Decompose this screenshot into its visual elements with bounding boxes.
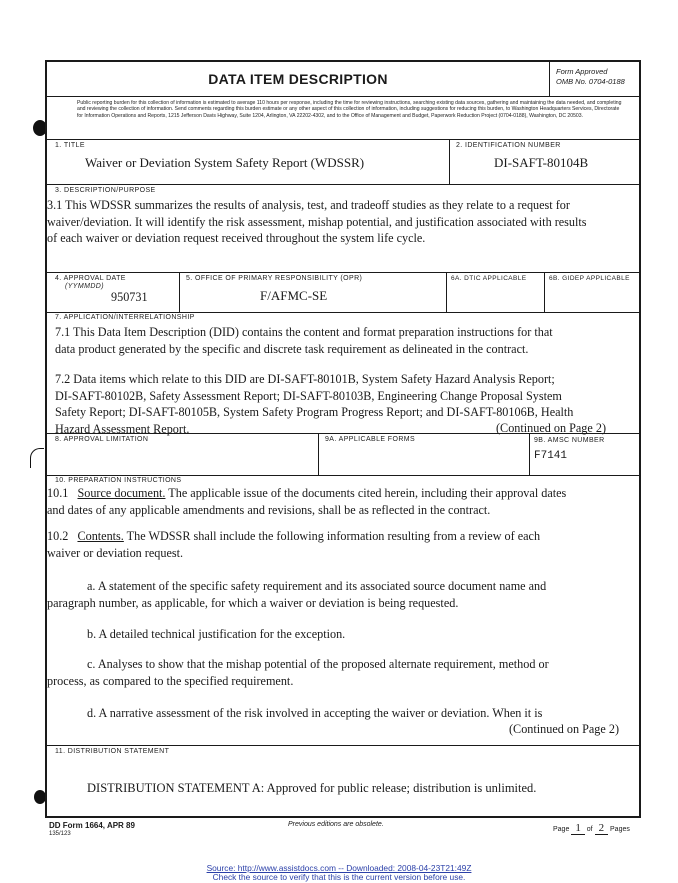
identification-number: DI-SAFT-80104B (494, 155, 589, 170)
source-notice (0, 864, 678, 882)
form-number: DD Form 1664, APR 89 135/123 (49, 821, 135, 837)
block10-label: 10. PREPARATION INSTRUCTIONS (55, 477, 182, 484)
para-10-2: 10.2 Contents. The WDSSR shall include the following information resulting from a review of each waiver or deviation request. (47, 529, 541, 560)
row-distribution (47, 745, 639, 816)
data-item-description-form (45, 60, 641, 818)
application-continued: (Continued on Page 2) (496, 421, 607, 435)
preparation-continued: (Continued on Page 2) (509, 722, 620, 736)
amsc-number: F7141 (534, 450, 568, 462)
block8-label: 8. APPROVAL LIMITATION (55, 436, 149, 443)
block3-label: 3. DESCRIPTION/PURPOSE (55, 187, 156, 194)
block9b-label: 9B. AMSC NUMBER (534, 437, 605, 444)
application-para-7-2: 7.2 Data items which relate to this DID are DI-SAFT-80101B, System Safety Hazard Analysis Report; DI-SAFT-80102B, Safety Assessment Report; DI-SAFT-80103B, Engineering Change Proposal System Safety Report; DI-SAFT-80105B, System Safety Program Progress Report; and DI-SAFT-80106B, Health Hazard Assessment Report. (55, 372, 574, 436)
item-d: d. A narrative assessment of the risk involved in accepting the waiver or deviation. When it is (87, 706, 543, 720)
block6a-label: 6A. DTIC APPLICABLE (451, 275, 527, 282)
row-description (47, 184, 639, 272)
row-application (47, 312, 639, 436)
verify-line: Check the source to verify that this is the current version before use. (212, 872, 466, 882)
approval-date-value: 950731 (111, 290, 148, 304)
row-approval (47, 272, 639, 312)
page-total: 2 (595, 822, 609, 835)
block1-label: 1. TITLE (55, 142, 85, 149)
block11-label: 11. DISTRIBUTION STATEMENT (55, 748, 170, 755)
block4-label: 4. APPROVAL DATE (55, 275, 126, 282)
para-10-1: 10.1 Source document. The applicable issue of the documents cited herein, including their approval dates and dates of any applicable amendments and revisions, shall be as reflected in the contract. (47, 486, 567, 517)
opr-value: F/AFMC-SE (260, 288, 328, 303)
row-limitation (47, 433, 639, 475)
item-a: a. A statement of the specific safety requirement and its associated source document name and paragraph number, as applicable, for which a waiver or deviation is being requested. (47, 579, 547, 610)
page-count: Page 1 of 2 Pages (553, 822, 630, 834)
form-title: DATA ITEM DESCRIPTION (208, 71, 388, 87)
block5-label: 5. OFFICE OF PRIMARY RESPONSIBILITY (OPR) (186, 275, 363, 282)
previous-editions-note: Previous editions are obsolete. (288, 821, 384, 828)
burden-notice: Public reporting burden for this collection of information is estimated to average 110 hours per response, including the time for reviewing instructions, searching existing data sources, gathering and maintaining the data needed, and completing and reviewing the collection of information. Send comments regarding this burden estimate or any other aspect of this collection of information, including suggestions for reducing this burden, to Washington Headquarters Services, Directorate for Information Operations and Reports, 1215 Jefferson Davis Highway, Suite 1204, Arlington, VA 22202-4302, and to the Office of Management and Budget, Paperwork Reduction Project (0704-0188), Washington, DC 20503. (77, 100, 622, 119)
block2-label: 2. IDENTIFICATION NUMBER (456, 142, 561, 149)
block6b-label: 6B. GIDEP APPLICABLE (549, 275, 630, 282)
block9a-label: 9A. APPLICABLE FORMS (325, 436, 416, 443)
form-sub-code: 135/123 (49, 831, 71, 837)
omb-box (549, 62, 639, 96)
row-preparation (47, 475, 639, 745)
application-para-7-1: 7.1 This Data Item Description (DID) contains the content and format preparation instructions for that data product generated by the specific and discrete task requirement as delineated in the contract. (55, 325, 553, 356)
scan-mark-left (30, 448, 44, 468)
distribution-statement: DISTRIBUTION STATEMENT A: Approved for public release; distribution is unlimited. (87, 781, 537, 795)
title-value: Waiver or Deviation System Safety Report (WDSSR) (85, 155, 365, 170)
page-number: 1 (571, 822, 585, 835)
item-b: b. A detailed technical justification for the exception. (87, 627, 346, 641)
block4-sublabel: (YYMMDD) (65, 283, 104, 290)
source-line: Source: http://www.assistdocs.com -- Downloaded: 2008-04-23T21:49Z (206, 863, 472, 873)
block7-label: 7. APPLICATION/INTERRELATIONSHIP (55, 314, 195, 321)
form-approved-text: Form Approved (556, 67, 608, 76)
item-c: c. Analyses to show that the mishap potential of the proposed alternate requirement, method or process, as compared to the specified requirement. (47, 657, 549, 688)
row-title-id (47, 139, 639, 184)
omb-number: OMB No. 0704-0188 (556, 77, 625, 86)
description-text: 3.1 This WDSSR summarizes the results of analysis, test, and tradeoff studies as they relate to a request for waiver/deviation. It will identify the risk assessment, mishap potential, and justification associated with results of each waiver or deviation request received throughout the system life cycle. (47, 198, 587, 245)
